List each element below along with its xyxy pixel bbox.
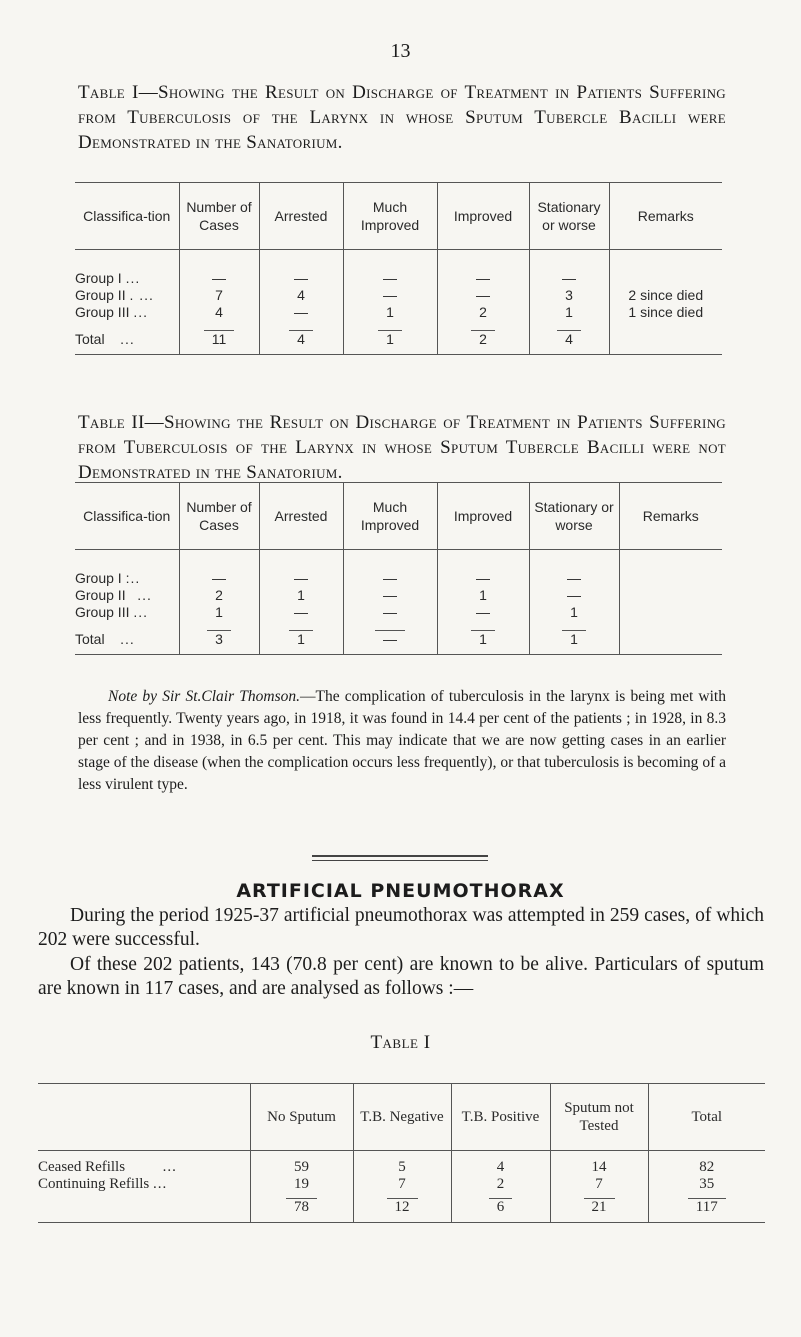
total-tb-negative: 12 <box>387 1198 418 1215</box>
cell-cases: — <box>179 250 259 288</box>
cell-much-improved: — <box>343 587 437 604</box>
cell-arrested: — <box>259 250 343 288</box>
cell-arrested: 1 <box>259 587 343 604</box>
table3-header-not-tested: Sputum not Tested <box>550 1084 648 1151</box>
table1-header-classification: Classifica-tion <box>75 183 179 250</box>
cell-much-improved: — <box>343 250 437 288</box>
table1-caption: Table I—Showing the Result on Discharge of Treatment in Patients Suffering from Tuberculosis of the Larynx in whose Sputum Tubercle Bacilli were Demonstrated in the Sanatorium. <box>78 82 726 153</box>
total-tb-positive: 6 <box>489 1198 513 1215</box>
cell-stationary: 1 <box>529 604 619 621</box>
leader-dots: ... <box>153 1176 168 1192</box>
table-row <box>75 587 722 604</box>
cell-remarks <box>609 250 722 288</box>
cell-arrested: — <box>259 604 343 621</box>
cell-remarks: 2 since died <box>609 287 722 304</box>
row-label: Ceased Refills <box>38 1159 126 1175</box>
cell-arrested: — <box>259 304 343 321</box>
cell-not-tested: 14 <box>550 1151 648 1177</box>
section-divider <box>312 860 488 861</box>
section-divider <box>312 855 488 857</box>
cell-tb-positive: 4 <box>451 1151 550 1177</box>
table-total-row <box>38 1193 765 1223</box>
table1-header-arrested: Arrested <box>259 183 343 250</box>
total-arrested: 4 <box>289 330 313 347</box>
row-label: Group II <box>75 587 126 603</box>
leader-dots: ... <box>125 270 141 286</box>
row-label: Total <box>75 331 105 347</box>
table2-header-arrested: Arrested <box>259 483 343 550</box>
row-label: Group I <box>75 570 122 586</box>
table3-header-no-sputum: No Sputum <box>250 1084 353 1151</box>
table1-header-remarks: Remarks <box>609 183 722 250</box>
cell-stationary: — <box>529 550 619 588</box>
total-cases: 3 <box>207 630 231 647</box>
cell-arrested: — <box>259 550 343 588</box>
table1-header-much-improved: Much Improved <box>343 183 437 250</box>
table2-header-stationary: Stationary or worse <box>529 483 619 550</box>
cell-improved: — <box>437 250 529 288</box>
total-arrested: 1 <box>289 630 313 647</box>
cell-stationary: — <box>529 250 609 288</box>
cell-no-sputum: 59 <box>250 1151 353 1177</box>
cell-tb-negative: 7 <box>353 1176 451 1193</box>
leader-dots: ... <box>133 304 149 320</box>
cell-much-improved: 1 <box>343 304 437 321</box>
cell-arrested: 4 <box>259 287 343 304</box>
table-total-row <box>75 321 722 355</box>
table-row <box>75 250 722 288</box>
cell-total: 35 <box>648 1176 765 1193</box>
row-label: Continuing Refills <box>38 1176 150 1192</box>
table1-header-cases: Number of Cases <box>179 183 259 250</box>
leader-dots: :.. <box>125 570 141 586</box>
cell-improved: — <box>437 550 529 588</box>
table1-header-stationary: Stationary or worse <box>529 183 609 250</box>
total-total: 117 <box>688 1198 726 1215</box>
cell-remarks: 1 since died <box>609 304 722 321</box>
cell-cases: 2 <box>179 587 259 604</box>
table2-header-improved: Improved <box>437 483 529 550</box>
table1-header-improved: Improved <box>437 183 529 250</box>
table2 <box>75 482 722 655</box>
total-much-improved: — <box>375 630 405 647</box>
table3-header-total: Total <box>648 1084 765 1151</box>
leader-dots: ... <box>133 604 149 620</box>
cell-improved: 2 <box>437 304 529 321</box>
table3-header-blank <box>38 1084 250 1151</box>
cell-tb-positive: 2 <box>451 1176 550 1193</box>
row-label: Group I <box>75 270 122 286</box>
cell-much-improved: — <box>343 604 437 621</box>
cell-stationary: 3 <box>529 287 609 304</box>
section-title: ARTIFICIAL PNEUMOTHORAX <box>236 880 565 902</box>
table3-header-tb-positive: T.B. Positive <box>451 1084 550 1151</box>
row-label: Group III <box>75 604 130 620</box>
table-row <box>38 1176 765 1193</box>
cell-improved: — <box>437 287 529 304</box>
page-number: 13 <box>390 40 411 62</box>
cell-much-improved: — <box>343 287 437 304</box>
table3 <box>38 1083 765 1223</box>
total-cases: 11 <box>204 330 235 347</box>
leader-dots: . ... <box>129 287 154 303</box>
row-label: Group III <box>75 304 130 320</box>
cell-not-tested: 7 <box>550 1176 648 1193</box>
table2-header-classification: Classifica-tion <box>75 483 179 550</box>
note-lead: Note by Sir St.Clair Thomson. <box>108 688 300 705</box>
cell-improved: 1 <box>437 587 529 604</box>
cell-no-sputum: 19 <box>250 1176 353 1193</box>
table1 <box>75 182 722 355</box>
leader-dots: ... <box>120 631 135 647</box>
table2-caption: Table II—Showing the Result on Discharge of Treatment in Patients Suffering from Tuberculosis of the Larynx in whose Sputum Tubercle Bacilli were not Demonstrated in the Sanatorium. <box>78 412 726 483</box>
total-stationary: 4 <box>557 330 581 347</box>
leader-dots: ... <box>162 1159 177 1175</box>
cell-improved: — <box>437 604 529 621</box>
paragraph: Of these 202 patients, 143 (70.8 per cent) are known to be alive. Particulars of sputum are known in 117 cases, and are analysed as follows :— <box>38 954 764 999</box>
table2-header-much-improved: Much Improved <box>343 483 437 550</box>
total-stationary: 1 <box>562 630 586 647</box>
cell-cases: 4 <box>179 304 259 321</box>
note-body: —The complication of tuberculosis in the larynx is being met with less frequently. Twenty years ago, in 1918, it was found in 14.4 per cent of the patients ; in 1928, in 8.3 per cent ; and in 1938, in 6.5 per cent. This may indicate that we are now getting cases in an earlier stage of the disease (when the complication occurs less frequently), or that tuberculosis is becoming of a less virulent type. <box>78 688 726 793</box>
leader-dots: ... <box>120 331 135 347</box>
cell-stationary: — <box>529 587 619 604</box>
paragraph: During the period 1925-37 artificial pneumothorax was attempted in 259 cases, of which 202 were successful. <box>38 905 764 950</box>
cell-total: 82 <box>648 1151 765 1177</box>
table-row <box>75 550 722 588</box>
cell-cases: 7 <box>179 287 259 304</box>
total-improved: 2 <box>471 330 495 347</box>
table-row <box>75 287 722 304</box>
table2-header-cases: Number of Cases <box>179 483 259 550</box>
table3-caption: Table I <box>370 1032 431 1053</box>
total-improved: 1 <box>471 630 495 647</box>
table-row <box>75 304 722 321</box>
table-row <box>75 604 722 621</box>
total-much-improved: 1 <box>378 330 402 347</box>
table3-header-tb-negative: T.B. Negative <box>353 1084 451 1151</box>
row-label: Total <box>75 631 105 647</box>
table-row <box>38 1151 765 1177</box>
note-paragraph <box>78 686 726 796</box>
total-not-tested: 21 <box>584 1198 615 1215</box>
cell-cases: 1 <box>179 604 259 621</box>
cell-tb-negative: 5 <box>353 1151 451 1177</box>
cell-much-improved: — <box>343 550 437 588</box>
cell-stationary: 1 <box>529 304 609 321</box>
table2-header-remarks: Remarks <box>619 483 722 550</box>
leader-dots: ... <box>137 587 152 603</box>
row-label: Group II <box>75 287 126 303</box>
cell-cases: — <box>179 550 259 588</box>
table-total-row <box>75 621 722 655</box>
total-no-sputum: 78 <box>286 1198 317 1215</box>
